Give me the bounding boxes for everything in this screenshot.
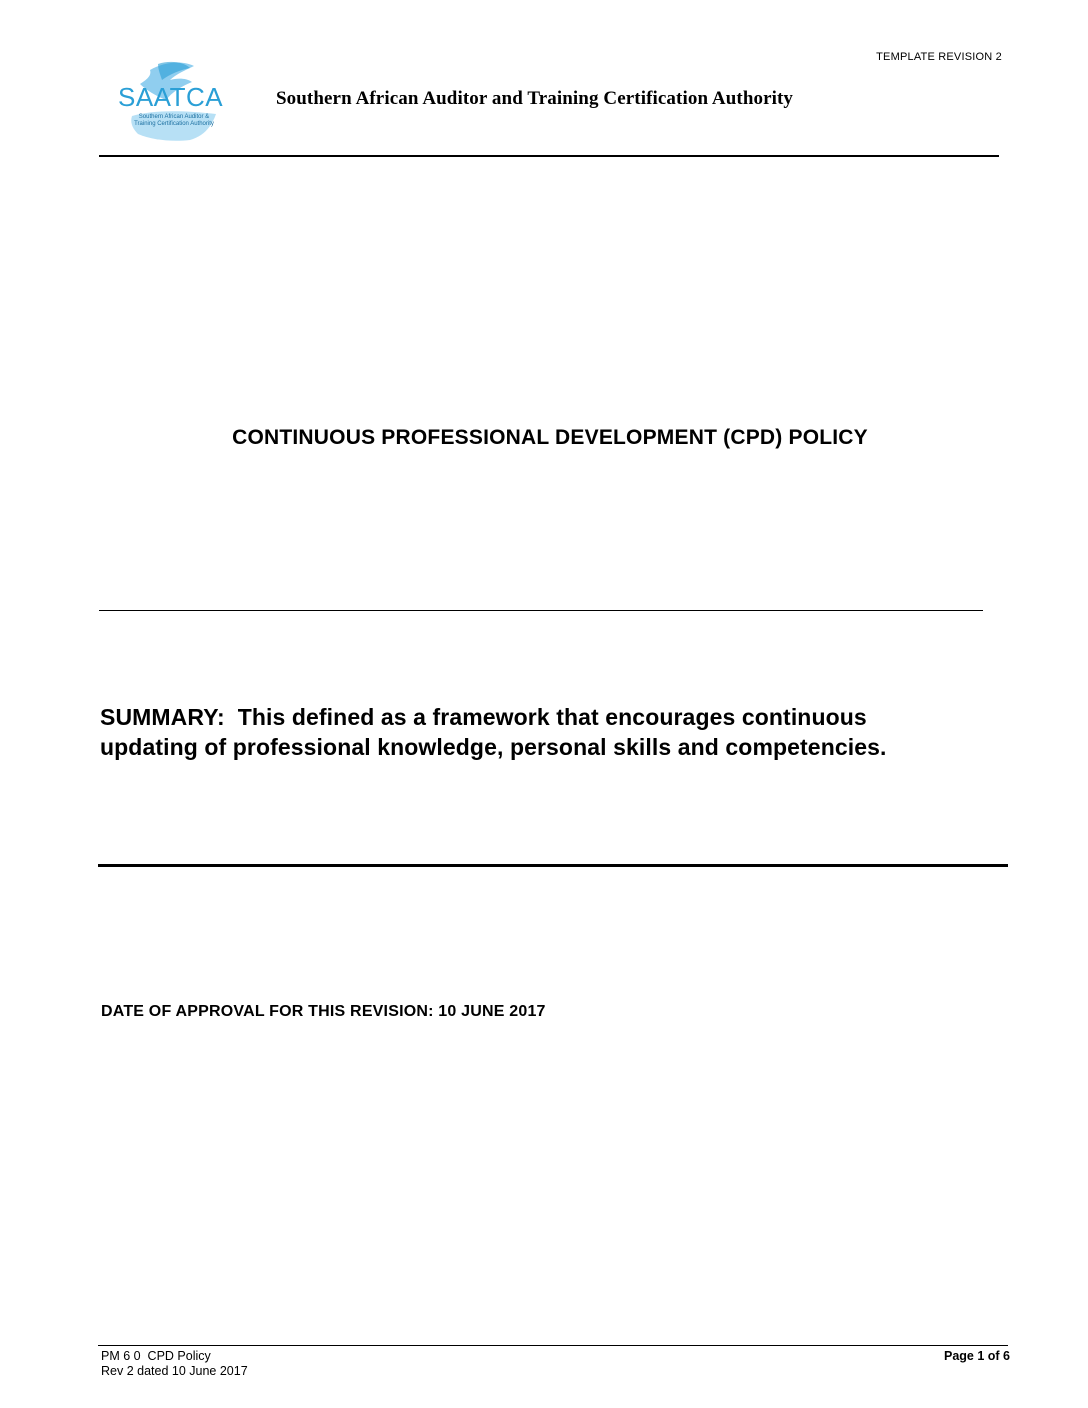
logo-tagline-line1: Southern African Auditor & <box>138 114 210 120</box>
document-title: CONTINUOUS PROFESSIONAL DEVELOPMENT (CPD) POLICY <box>232 426 868 449</box>
title-divider <box>99 610 983 611</box>
organization-name: Southern African Auditor and Training Certification Authority <box>276 88 794 109</box>
summary-text <box>100 702 1000 762</box>
template-revision-label: TEMPLATE REVISION 2 <box>876 51 1002 63</box>
logo-tagline-line2: Training Certification Authority <box>134 121 214 127</box>
page-number: Page 1 of 6 <box>944 1349 1010 1363</box>
footer-doc-ref: PM 6 0 CPD Policy <box>101 1349 211 1363</box>
footer-divider <box>98 1345 1008 1346</box>
summary-line-2: updating of professional knowledge, personal skills and competencies. <box>100 734 887 760</box>
footer-rev-info: Rev 2 dated 10 June 2017 <box>101 1364 248 1378</box>
summary-divider <box>98 864 1008 867</box>
saatca-logo-graphic <box>112 60 238 142</box>
approval-date: DATE OF APPROVAL FOR THIS REVISION: 10 JUNE 2017 <box>101 1003 546 1020</box>
footer-document-info <box>101 1349 248 1379</box>
saatca-logo <box>112 60 238 142</box>
logo-wordmark: SAATCA <box>118 82 224 112</box>
summary-line-1: SUMMARY: This defined as a framework that encourages continuous <box>100 704 867 730</box>
header-divider <box>99 155 999 157</box>
